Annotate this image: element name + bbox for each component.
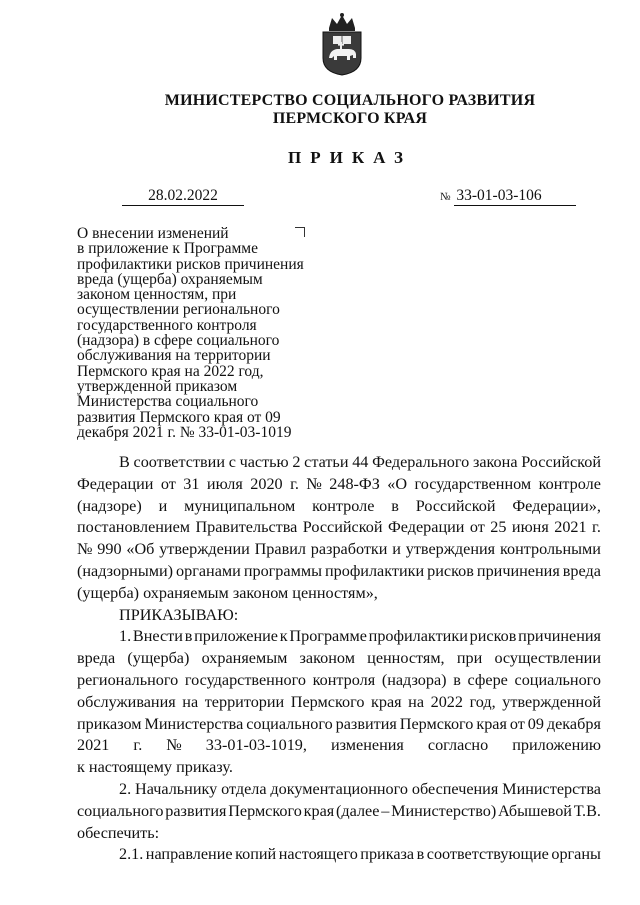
subject-line: осуществлении регионального — [77, 301, 280, 319]
body-word: 31 — [183, 474, 200, 493]
body-word: обслуживания — [77, 692, 176, 711]
body-word: профилактики — [368, 627, 468, 646]
body-word: документационного — [270, 779, 408, 798]
body-line — [77, 779, 601, 801]
body-line — [77, 517, 601, 539]
body-word: июля — [206, 474, 243, 493]
body-word: разработки — [310, 540, 388, 559]
body-word: края — [476, 714, 507, 733]
ministry-name-line2: ПЕРМСКОГО КРАЯ — [272, 110, 428, 127]
body-word: органы — [551, 845, 601, 864]
body-word: Пермского — [228, 801, 302, 820]
body-word: при — [456, 649, 483, 668]
body-line: (ущерба) охраняемым законом ценностям», — [77, 583, 378, 602]
body-word: 44 — [352, 453, 369, 471]
body-word: в — [391, 496, 399, 515]
body-word: вреда — [562, 561, 601, 580]
body-word: осуществлении — [494, 649, 601, 668]
body-word: от — [509, 714, 525, 733]
body-word: с — [228, 453, 236, 471]
body-word: 25 — [490, 518, 507, 537]
body-word: социального — [514, 670, 601, 689]
body-word: Российской — [521, 453, 601, 471]
body-line — [77, 539, 601, 561]
body-word: декабря — [546, 714, 601, 733]
body-line — [77, 844, 601, 866]
body-word: Федерального — [372, 453, 470, 471]
body-line: обеспечить: — [77, 823, 160, 842]
subject-line: вреда (ущерба) охраняемым — [77, 270, 263, 288]
body-word: от — [469, 518, 485, 537]
body-word: утверждении — [159, 540, 250, 559]
body-word: социального — [246, 714, 333, 733]
body-word: 33-01-03-1019, — [205, 736, 307, 755]
body-word: г. — [290, 474, 299, 493]
body-word: приложению — [512, 736, 601, 755]
body-word: профилактики — [324, 561, 425, 580]
body-word: муниципальном — [184, 496, 296, 515]
order-body — [77, 452, 601, 866]
body-word: Пермского — [399, 714, 474, 733]
body-word: Программе — [289, 627, 367, 646]
body-word: соответствующие — [426, 845, 549, 864]
body-word: программы — [243, 561, 322, 580]
body-word: (ущерба) — [127, 649, 190, 668]
body-line — [77, 670, 601, 692]
order-title: ПРИКАЗ — [288, 148, 412, 167]
subject-line: государственного контроля — [77, 316, 257, 334]
subject-line: О внесении изменений — [77, 225, 229, 242]
body-word: охраняемым — [201, 649, 288, 668]
body-word: контроле — [538, 474, 601, 493]
body-word: государственном — [414, 474, 532, 493]
body-word: 2022 — [430, 692, 463, 711]
body-word: причинения — [518, 627, 601, 646]
body-word: причинения — [476, 561, 560, 580]
body-word: развития — [165, 801, 227, 820]
body-word: 2020 — [250, 474, 283, 493]
body-word: территории — [204, 692, 285, 711]
body-word: направление — [145, 845, 233, 864]
body-word: ценностям, — [367, 649, 445, 668]
body-word: края — [371, 692, 402, 711]
body-word: контроле — [312, 496, 375, 515]
body-line — [77, 801, 601, 823]
body-word: закона — [472, 453, 518, 471]
body-word: (далее — [336, 801, 380, 820]
body-word: 2 — [292, 453, 301, 471]
body-word: 1. — [119, 627, 132, 646]
body-word: Правил — [254, 540, 306, 559]
body-word: «Об — [126, 540, 155, 559]
subject-line: обслуживания на территории — [77, 347, 271, 365]
body-word: 990 — [97, 540, 122, 559]
body-word: утвержденной — [502, 692, 601, 711]
body-word: год, — [469, 692, 496, 711]
body-word: (надзоре) — [77, 496, 142, 515]
ministry-name-line1: МИНИСТЕРСТВО СОЦИАЛЬНОГО РАЗВИТИЯ — [164, 92, 536, 109]
body-line — [77, 474, 601, 496]
body-word: в — [184, 627, 193, 646]
body-word: копий — [235, 845, 277, 864]
body-word: в — [453, 670, 461, 689]
body-word: государственного — [184, 670, 306, 689]
subject-line: утвержденной приказом — [77, 377, 238, 395]
body-line — [77, 496, 601, 518]
order-subject — [77, 226, 317, 440]
body-word: Министерства — [144, 714, 244, 733]
body-word: и — [392, 540, 401, 559]
body-word: от — [160, 474, 176, 493]
body-word: 248-ФЗ — [329, 474, 380, 493]
subject-line: в приложение к Программе — [77, 240, 258, 258]
subject-line: законом ценностям, при — [77, 286, 237, 304]
body-word: Министерство) — [391, 801, 497, 820]
body-word: Пермского — [290, 692, 365, 711]
body-word: № — [306, 474, 322, 493]
body-word: (надзорными) — [77, 561, 173, 580]
body-word: г. — [133, 736, 143, 755]
body-word: развития — [335, 714, 397, 733]
body-word: к — [279, 627, 288, 646]
body-word: контрольными — [499, 540, 601, 559]
body-word: 09 — [527, 714, 544, 733]
body-word: регионального — [77, 670, 179, 689]
subject-line: (надзора) в сфере социального — [77, 332, 280, 350]
body-word: социального — [77, 801, 164, 820]
body-line: ПРИКАЗЫВАЮ: — [119, 605, 239, 624]
body-line: к настоящему приказу. — [77, 758, 233, 777]
body-word: приказом — [77, 714, 142, 733]
body-word: соответствии — [133, 453, 225, 471]
order-number-block — [440, 187, 576, 206]
order-number: 33-01-03-106 — [454, 187, 576, 206]
body-word: Российской — [415, 496, 496, 515]
body-word: настоящего — [278, 845, 358, 864]
body-word: согласно — [427, 736, 489, 755]
body-word: № — [77, 540, 93, 559]
body-word: края — [303, 801, 335, 820]
body-line — [77, 648, 601, 670]
body-word: статьи — [304, 453, 349, 471]
body-word: В — [119, 453, 130, 471]
body-word: вреда — [77, 649, 116, 668]
body-line — [77, 626, 601, 648]
subject-line: Пермского края на 2022 год, — [77, 362, 264, 380]
body-word: июня — [511, 518, 549, 537]
coat-of-arms-icon — [319, 12, 365, 76]
body-word: «О — [387, 474, 408, 493]
body-word: Т.В. — [573, 801, 601, 820]
body-line — [77, 714, 601, 736]
body-line — [77, 735, 601, 757]
body-word: и — [158, 496, 168, 515]
body-line — [77, 452, 601, 474]
body-word: рисков — [427, 561, 474, 580]
body-word: – — [381, 801, 390, 820]
subject-line: Министерства социального — [77, 393, 259, 411]
body-word: г. — [592, 518, 601, 537]
body-word: приложение — [194, 627, 278, 646]
body-word: отдела — [221, 779, 267, 798]
subject-line: декабря 2021 г. № 33-01-03-1019 — [77, 423, 292, 441]
body-line — [77, 561, 601, 583]
body-word: частью — [239, 453, 289, 471]
body-word: № — [166, 736, 182, 755]
body-word: в — [416, 845, 425, 864]
order-date: 28.02.2022 — [122, 187, 244, 206]
body-line — [77, 692, 601, 714]
body-word: рисков — [469, 627, 517, 646]
body-word: Российской — [302, 518, 383, 537]
body-word: приказа — [360, 845, 415, 864]
body-word: Министерства — [502, 779, 601, 798]
number-sign: № — [440, 191, 451, 203]
body-word: Начальнику — [135, 779, 218, 798]
body-word: 2021 — [554, 518, 587, 537]
body-word: Федерации», — [512, 496, 601, 515]
subject-line: развития Пермского края от 09 — [77, 408, 281, 426]
body-word: на — [408, 692, 425, 711]
body-word: Абышевой — [498, 801, 572, 820]
body-word: постановлением — [77, 518, 191, 537]
body-word: сфере — [467, 670, 508, 689]
body-word: обеспечения — [411, 779, 499, 798]
body-word: законом — [299, 649, 355, 668]
body-word: на — [182, 692, 199, 711]
body-word: Федерации — [77, 474, 154, 493]
body-word: Федерации — [387, 518, 465, 537]
body-word: (надзора) — [381, 670, 447, 689]
body-word: 2.1. — [119, 845, 144, 864]
body-word: контроля — [312, 670, 376, 689]
body-word: изменения — [330, 736, 404, 755]
body-word: 2021 — [77, 736, 110, 755]
body-word: органами — [176, 561, 241, 580]
body-word: 2. — [119, 779, 132, 798]
body-word: утверждения — [405, 540, 496, 559]
subject-line: профилактики рисков причинения — [77, 255, 304, 273]
body-word: Правительства — [195, 518, 298, 537]
body-word: Внести — [132, 627, 183, 646]
